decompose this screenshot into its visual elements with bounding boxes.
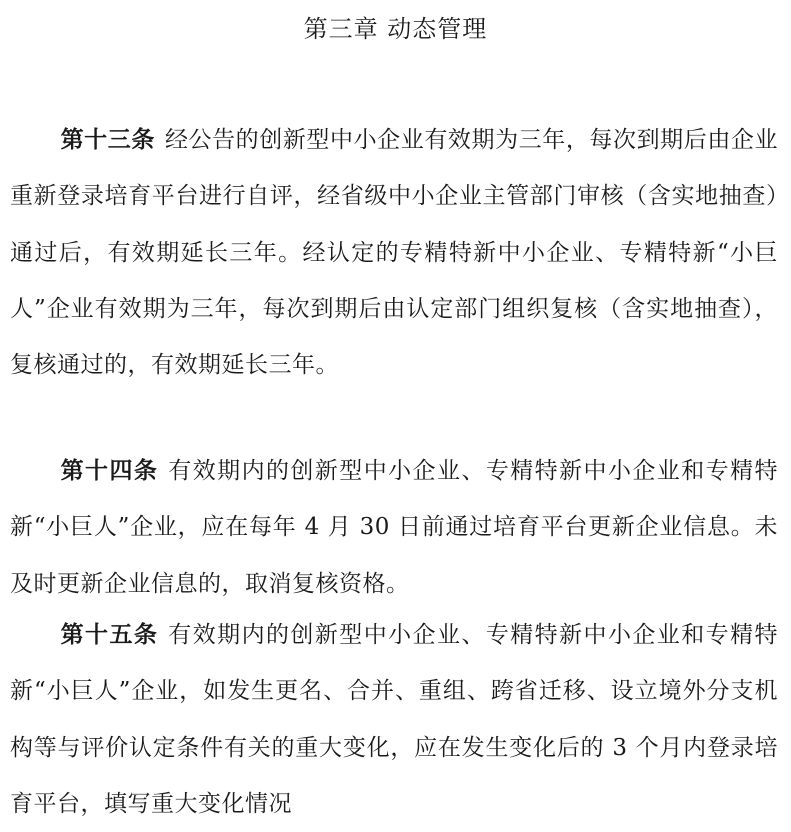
article-15 [10,607,778,832]
article-15-heading: 第十五条 [60,622,159,648]
article-15-text: 有效期内的创新型中小企业、专精特新中小企业和专精特新“小巨人”企业，如发生更名、合并、重组、跨省迁移、设立境外分支机构等与评价认定条件有关的重大变化，应在发生变化后的 3 个月内登录培育平台，填写重大变化情况 [10,622,779,817]
article-14 [10,443,778,612]
chapter-title: 第三章 动态管理 [303,15,488,43]
article-14-text: 有效期内的创新型中小企业、专精特新中小企业和专精特新“小巨人”企业，应在每年 4 月 30 日前通过培育平台更新企业信息。未及时更新企业信息的，取消复核资格。 [10,458,779,597]
article-14-heading: 第十四条 [60,458,159,484]
article-13 [10,112,778,393]
article-13-text: 经公告的创新型中小企业有效期为三年，每次到期后由企业重新登录培育平台进行自评，经省级中小企业主管部门审核（含实地抽查）通过后，有效期延长三年。经认定的专精特新中小企业、专精特新“小巨人”企业有效期为三年，每次到期后由认定部门组织复核（含实地抽查），复核通过的，有效期延长三年。 [10,127,779,379]
article-13-heading: 第十三条 [60,127,155,153]
